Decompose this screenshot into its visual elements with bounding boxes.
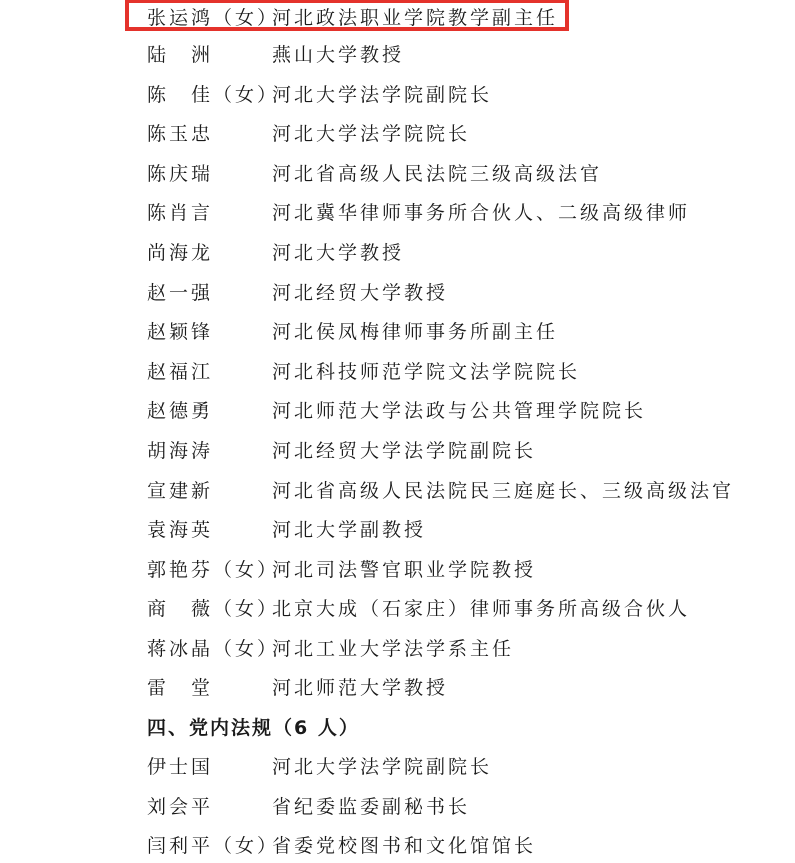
person-name: 陈玉忠	[147, 122, 214, 145]
list-item	[147, 394, 646, 424]
list-item	[147, 474, 734, 504]
person-title: 河北大学教授	[272, 241, 405, 264]
list-item	[147, 196, 690, 226]
person-title: 河北政法职业学院教学副主任	[272, 6, 559, 29]
person-title: 河北大学法学院院长	[272, 122, 471, 145]
list-item	[147, 671, 448, 701]
list-item	[147, 632, 514, 662]
person-name: 赵德勇	[147, 399, 214, 422]
person-title: 北京大成（石家庄）律师事务所高级合伙人	[272, 597, 691, 620]
person-title: 河北师范大学法政与公共管理学院院长	[272, 399, 647, 422]
person-title: 河北工业大学法学系主任	[272, 637, 515, 660]
list-item	[147, 1, 558, 31]
person-title: 河北司法警官职业学院教授	[272, 558, 537, 581]
person-title: 燕山大学教授	[272, 43, 405, 66]
list-item	[147, 157, 602, 187]
person-name: 伊士国	[147, 755, 214, 778]
person-name: 赵福江	[147, 360, 214, 383]
list-item	[147, 790, 470, 820]
person-title: 省纪委监委副秘书长	[272, 795, 471, 818]
person-title: 河北省高级人民法院民三庭庭长、三级高级法官	[272, 479, 735, 502]
person-title: 河北科技师范学院文法学院院长	[272, 360, 581, 383]
list-item	[147, 553, 536, 583]
list-item	[147, 513, 426, 543]
person-name: 蒋冰晶（女）	[147, 637, 280, 660]
person-name: 袁海英	[147, 518, 214, 541]
list-item	[147, 315, 558, 345]
person-title: 河北经贸大学法学院副院长	[272, 439, 537, 462]
list-item	[147, 829, 536, 859]
person-name: 商 薇（女）	[147, 597, 280, 620]
person-name: 赵一强	[147, 281, 214, 304]
person-name: 张运鸿（女）	[147, 6, 280, 29]
list-item	[147, 117, 470, 147]
person-name: 刘会平	[147, 795, 214, 818]
person-name: 陈庆瑞	[147, 162, 214, 185]
person-name: 陈 佳（女）	[147, 83, 280, 106]
list-item	[147, 38, 404, 68]
person-name: 赵颖锋	[147, 320, 214, 343]
person-title: 河北省高级人民法院三级高级法官	[272, 162, 603, 185]
person-name: 雷 堂	[147, 676, 214, 699]
person-name: 宣建新	[147, 479, 214, 502]
person-title: 河北师范大学教授	[272, 676, 449, 699]
list-item	[147, 750, 492, 780]
person-name: 尚海龙	[147, 241, 214, 264]
person-name: 陈肖言	[147, 201, 214, 224]
list-item	[147, 355, 580, 385]
list-item	[147, 236, 404, 266]
list-item	[147, 276, 448, 306]
person-title: 河北大学副教授	[272, 518, 427, 541]
list-item	[147, 78, 492, 108]
person-title: 河北大学法学院副院长	[272, 83, 493, 106]
section-heading: 四、党内法规（6 人）	[147, 716, 360, 739]
person-title: 河北侯凤梅律师事务所副主任	[272, 320, 559, 343]
person-title: 河北经贸大学教授	[272, 281, 449, 304]
list-item	[147, 592, 690, 622]
person-name: 陆 洲	[147, 43, 214, 66]
list-item	[147, 434, 536, 464]
person-name: 郭艳芬（女）	[147, 558, 280, 581]
person-name: 闫利平（女）	[147, 834, 280, 857]
person-title: 河北冀华律师事务所合伙人、二级高级律师	[272, 201, 691, 224]
person-title: 省委党校图书和文化馆馆长	[272, 834, 537, 857]
person-title: 河北大学法学院副院长	[272, 755, 493, 778]
person-name: 胡海涛	[147, 439, 214, 462]
